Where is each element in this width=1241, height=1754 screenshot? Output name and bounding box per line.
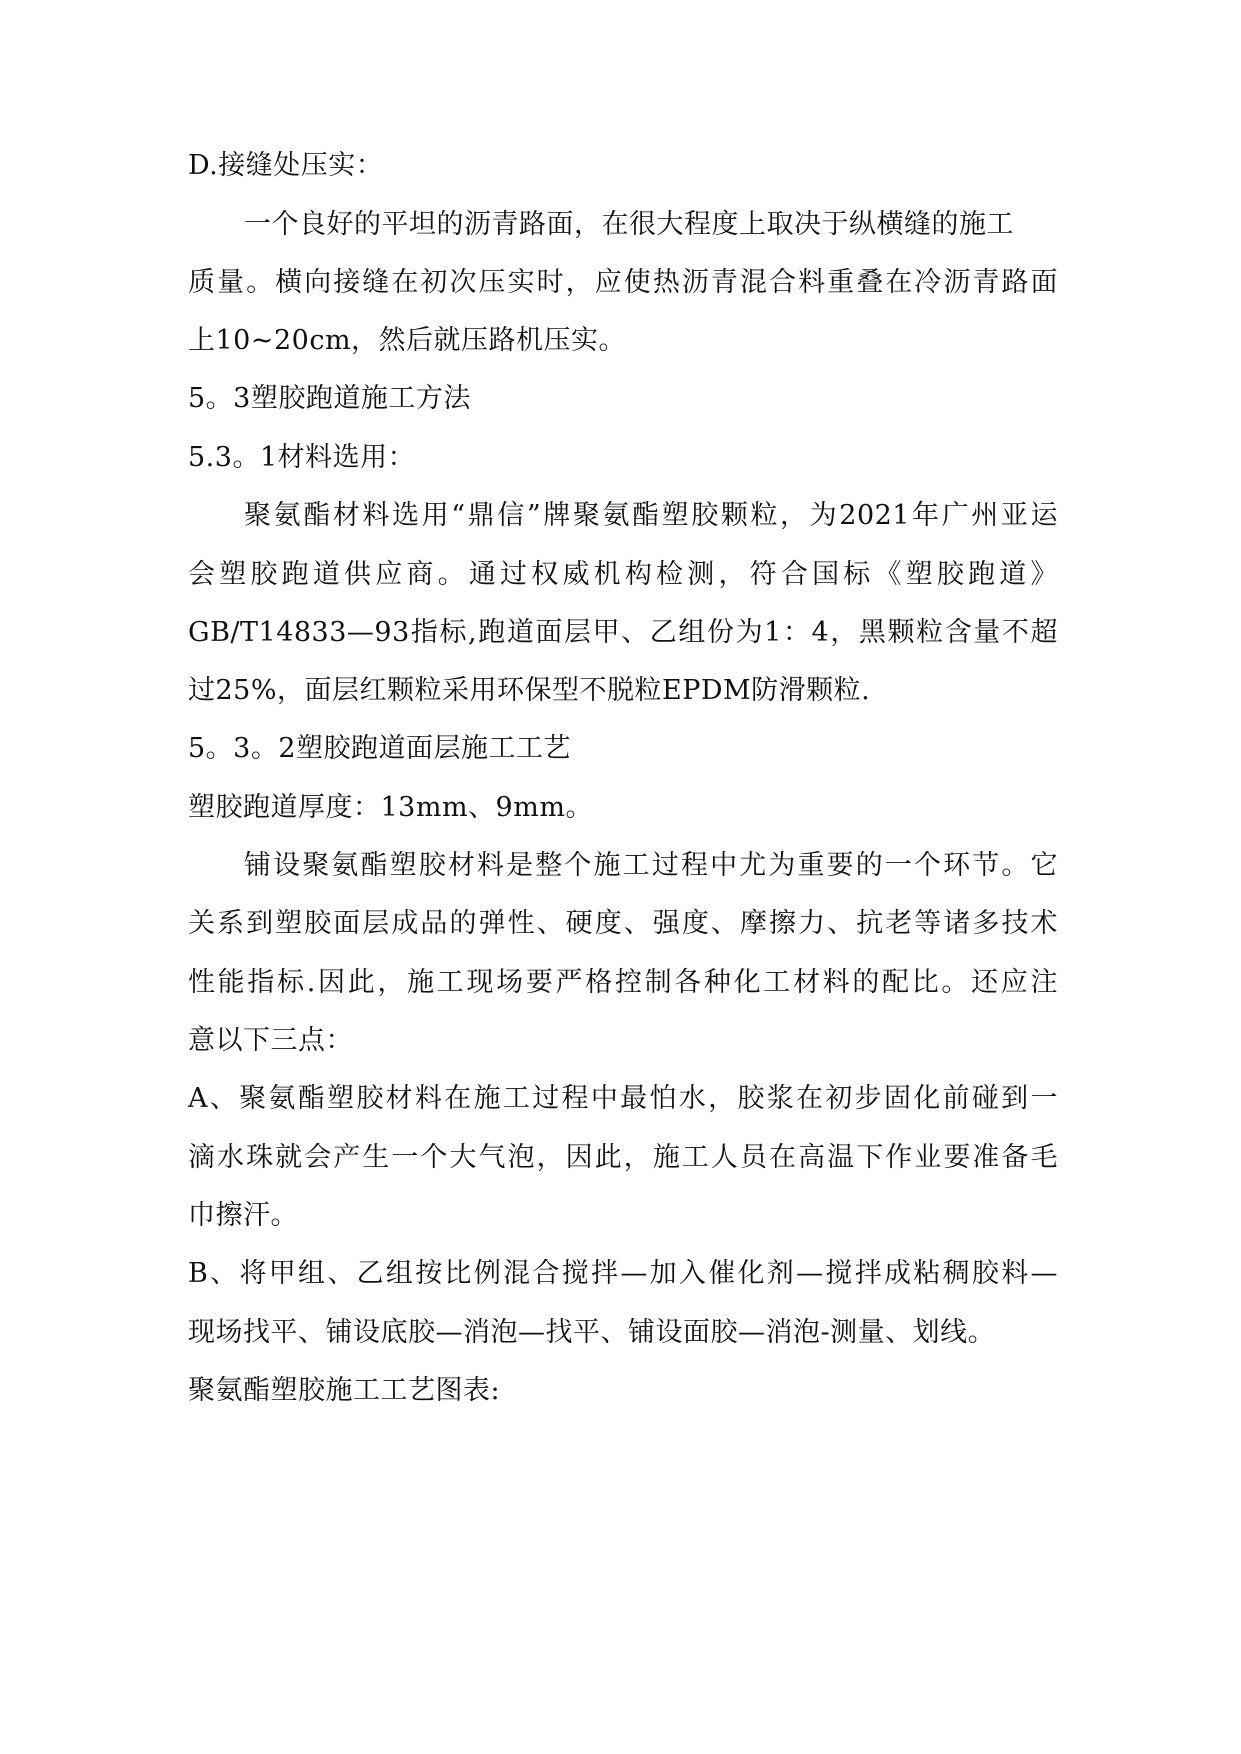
paragraph-line: 一个良好的平坦的沥青路面，在很大程度上取决于纵横缝的施工: [244, 209, 1014, 240]
paragraph-line: 关系到塑胶面层成品的弹性、硬度、强度、摩擦力、抗老等诸多技术: [188, 908, 1058, 939]
list-item-a: A、聚氨酯塑胶材料在施工过程中最怕水，胶浆在初步固化前碰到一: [188, 1083, 1058, 1114]
list-item-a: 巾擦汗。: [188, 1200, 298, 1231]
paragraph-line: 会塑胶跑道供应商。通过权威机构检测，符合国标《塑胶跑道》: [188, 559, 1058, 590]
paragraph-line: 意以下三点：: [188, 1025, 353, 1056]
list-item-b: 现场找平、铺设底胶—消泡—找平、铺设面胶—消泡-测量、划线。: [188, 1317, 996, 1348]
section-heading-5-3-1: 5.3。1材料选用：: [188, 442, 416, 473]
list-item-b: B、将甲组、乙组按比例混合搅拌—加入催化剂—搅拌成粘稠胶料—: [188, 1258, 1058, 1289]
paragraph-line: 铺设聚氨酯塑胶材料是整个施工过程中尤为重要的一个环节。它: [244, 850, 1058, 881]
list-item-a: 滴水珠就会产生一个大气泡，因此，施工人员在高温下作业要准备毛: [188, 1142, 1058, 1173]
paragraph-line: GB/T14833—93指标,跑道面层甲、乙组份为1：4，黑颗粒含量不超: [188, 617, 1058, 648]
thickness-line: 塑胶跑道厚度：13mm、9mm。: [188, 792, 593, 823]
section-heading-5-3-2: 5。3。2塑胶跑道面层施工工艺: [188, 733, 572, 764]
section-heading-5-3: 5。3塑胶跑道施工方法: [188, 383, 471, 414]
paragraph-line: 质量。横向接缝在初次压实时，应使热沥青混合料重叠在冷沥青路面: [188, 267, 1058, 298]
paragraph-line: 过25%，面层红颗粒采用环保型不脱粒EPDM防滑颗粒.: [188, 675, 871, 706]
paragraph-line: 上10~20cm，然后就压路机压实。: [188, 325, 627, 356]
paragraph-line: 聚氨酯材料选用“鼎信”牌聚氨酯塑胶颗粒，为2021年广州亚运: [244, 500, 1058, 531]
paragraph-line: 性能指标.因此，施工现场要严格控制各种化工材料的配比。还应注: [188, 967, 1058, 998]
chart-caption: 聚氨酯塑胶施工工艺图表:: [188, 1375, 501, 1406]
heading-joint-compaction: D.接缝处压实：: [188, 150, 384, 181]
